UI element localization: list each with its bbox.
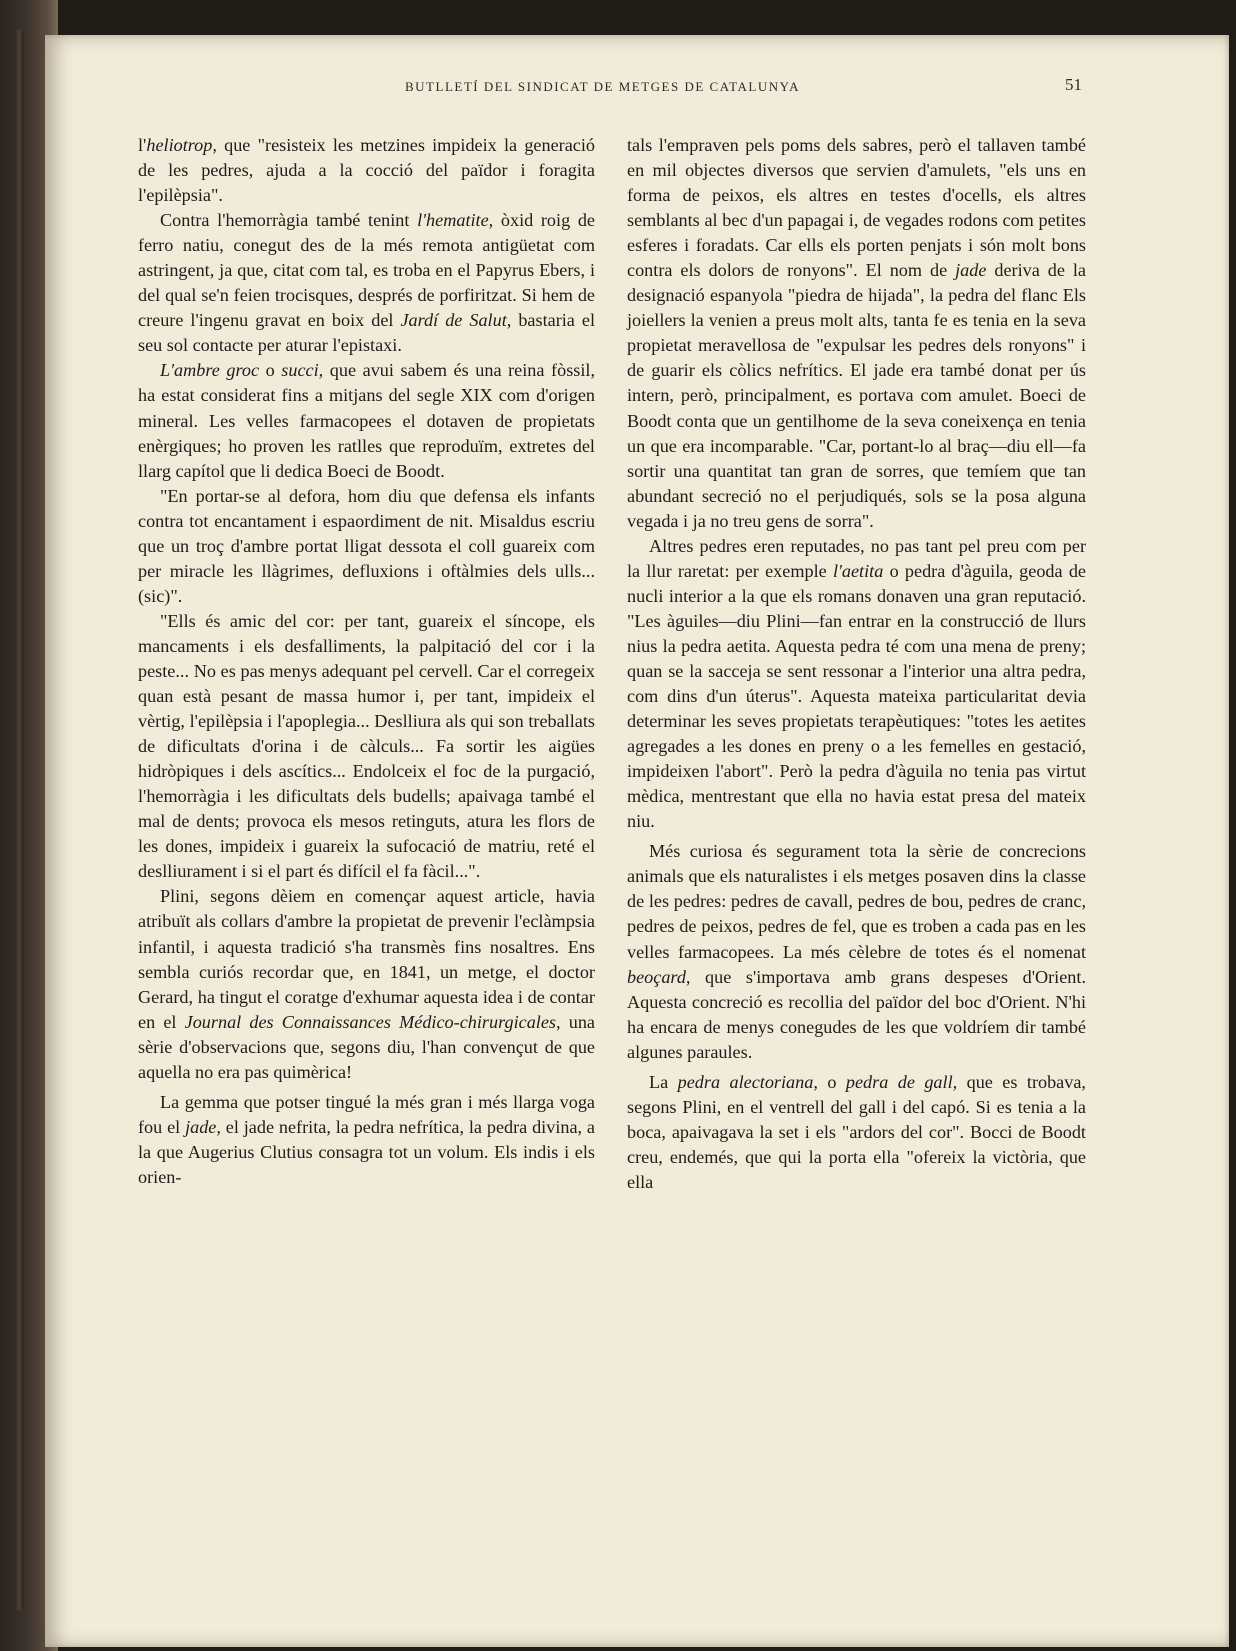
quote-paragraph: [138, 609, 595, 885]
paragraph: [138, 884, 595, 1084]
page-number: 51: [1065, 75, 1082, 94]
journal-title: BUTLLETÍ DEL SINDICAT DE METGES DE CATALUNYA: [405, 79, 800, 94]
text-run: "En portar-se al defora, hom diu que defensa els infants contra tot encantament i espaordiment de nit. Misaldus escriu que un troç d'ambre portat lligat dessota el coll guareix com per miracle les llàgrimes, defluxions i oftàlmies dels ulls... (sic)".: [138, 485, 595, 606]
italic-term: succi,: [281, 360, 324, 381]
italic-term: pedra de gall,: [845, 1071, 958, 1092]
running-head: [45, 75, 1229, 103]
text-run: que avui sabem és una reina fòssil, ha estat considerat fins a mitjans del segle XIX com d'origen mineral. Les velles farmacopees el dotaven de propietats enèrgiques; ho proven les ratlles que reproduïm, extretes del llarg capítol que li dedica Boeci de Boodt.: [138, 360, 595, 481]
text-run: que s'importava amb grans despeses d'Orient. Aquesta concreció es recollia del païdor del boc d'Orient. N'hi ha encara de menys conegudes de les que voldríem dir també algunes paraules.: [627, 966, 1086, 1062]
text-run: deriva de la designació espanyola "piedra de hijada", la pedra del flanc Els joiellers la venien a preus molt alts, tanta fe es tenia en la seva propietat meravellosa de "expulsar les pedres dels ronyons" i de guarir els còlics nefrítics. El jade era també donat per ús intern, però, principalment, es portava com amulet. Boeci de Boodt conta que un gentilhome de la seva coneixença en tenia un que era incomparable. "Car, portant-lo al braç—diu ell—fa sortir una quantitat tan gran de sorres, que temíem que tan abundant secreció no el perjudiqués, sols se la posa alguna vegada i ja no treu gens de sorra".: [627, 260, 1086, 531]
quote-paragraph: [138, 484, 595, 609]
text-run: Més curiosa és segurament tota la sèrie de concrecions animals que els naturalistes i els metges posaven dins la classe de les pedres: pedres de cavall, pedres de bou, pedres de cranc, pedres de peixos, pedres de fel, que es troben a cada pas en les velles farmacopees. La més cèlebre de totes és el nomenat: [627, 841, 1086, 962]
italic-term: l'aetita: [832, 560, 884, 581]
italic-term: heliotrop,: [146, 135, 217, 155]
italic-term: l'hematite,: [417, 210, 494, 231]
text-run: Altres pedres eren reputades, no pas tant pel preu com per la llur raretat: per exemple: [627, 535, 1086, 581]
italic-term: L'ambre groc: [160, 360, 260, 381]
paragraph: [627, 839, 1086, 1064]
text-run: bastaria el seu sol contacte per aturar l'epistaxi.: [138, 310, 596, 356]
italic-term: jade,: [185, 1116, 221, 1137]
text-run: Plini, segons dèiem en començar aquest article, havia atribuït als collars d'ambre la propietat de prevenir l'eclàmpsia infantil, i aquesta tradició s'ha transmès fins nosaltres. Ens sembla curiós recordar que, en 1841, un metge, el doctor Gerard, ha tingut el coratge d'exhumar aquesta idea i de contar en el: [138, 886, 595, 1032]
paragraph: [138, 1090, 595, 1190]
text-run: el jade nefrita, la pedra nefrítica, la pedra divina, a la que Augerius Clutius consagra tot un volum. Els indis i els orien-: [138, 1116, 595, 1187]
italic-title: Jardí de Salut,: [400, 310, 512, 331]
text-run: que es trobava, segons Plini, en el ventrell del gall i del capó. Si es tenia a la boca, apaivagava la set i els "ardors del cor". Bocci de Boodt creu, endemés, que qui la porta ella "ofereix la victòria, que ella: [627, 1071, 1086, 1192]
text-run: o: [817, 1071, 846, 1092]
paragraph: [627, 1070, 1086, 1195]
text-run: o: [259, 360, 282, 381]
text-run: que "resisteix les metzines impideix la generació de les pedres, ajuda a la cocció del païdor i foragita l'epilèpsia".: [138, 135, 595, 206]
text-run: una sèrie d'observacions que, segons diu, l'han convençut de que aquella no era pas quimèrica!: [138, 1011, 595, 1082]
binding-edge: [14, 30, 24, 1610]
paragraph: [627, 133, 1086, 534]
text-run: "Ells és amic del cor: per tant, guareix el síncope, els mancaments i els desfalliments, la palpitació del cor i la peste... No es pas menys adequant pel cervell. Car el corregeix quan està pesant de massa humor i, per tant, impideix el vèrtig, l'epilèpsia i l'apoplegia... Deslliura als qui son treballats de dificultats d'orina i de càlculs... Fa sortir les aigües hidròpiques i dels ascítics... Endolceix el foc de la purgació, l'hemorràgia i les dificultats dels budells; apaivaga també el mal de dents; provoca els mesos retinguts, atura les flors de les dones, impideix i guareix la sufocació de matriu, reté el deslliurament i si el part és difícil el fa fàcil...".: [138, 610, 595, 882]
text-run: tals l'empraven pels poms dels sabres, però el tallaven també en mil objectes diversos que servien d'amulets, "els uns en forma de peixos, els altres en testes d'ocells, els altres semblants al bec d'un papagai i, de vegades rodons com petites esferes i foradats. Car ells els porten penjats i són molt bons contra els dolors de ronyons". El nom de: [627, 135, 1086, 281]
italic-term: jade: [955, 260, 987, 281]
italic-title: Journal des Connaissances Médico-chirurgicales,: [184, 1011, 561, 1032]
italic-term: pedra alectoriana,: [677, 1071, 818, 1092]
paragraph: [138, 358, 595, 483]
right-column: [627, 133, 1086, 1195]
text-run: La: [649, 1071, 678, 1092]
text-run: La gemma que potser tingué la més gran i més llarga voga fou el: [138, 1091, 595, 1137]
page: [45, 35, 1229, 1647]
text-run: l': [138, 135, 147, 155]
paragraph: [627, 534, 1086, 835]
paragraph: [138, 133, 595, 208]
paragraph: [138, 208, 595, 358]
text-run: òxid roig de ferro natiu, conegut des de la més remota antigüetat com astringent, ja que, citat com tal, es troba en el Papyrus Ebers, i del qual se'n feien trocisques, després de porfiritzat. Si hem de creure l'ingenu gravat en boix del: [138, 210, 595, 331]
text-run: Contra l'hemorràgia també tenint: [160, 210, 418, 231]
text-run: o pedra d'àguila, geoda de nucli interior a la que els romans donaven una gran reputació. "Les àguiles—diu Plini—fan entrar en la construcció de llurs nius la pedra aetita. Aquesta pedra té com una mena de preny; quan se la sacceja se sent ressonar a l'interior una altra pedra, com dins d'un úterus". Aquesta mateixa particularitat devia determinar les seves propietats terapèutiques: "totes les aetites agregades a les dones en preny o a les femelles en gestació, impideixen l'abort". Però la pedra d'àguila no tenia pas virtut mèdica, mentrestant que ella no havia estat presa del mateix niu.: [627, 560, 1087, 832]
italic-term: beoçard,: [627, 966, 691, 987]
left-column: [138, 133, 595, 1190]
